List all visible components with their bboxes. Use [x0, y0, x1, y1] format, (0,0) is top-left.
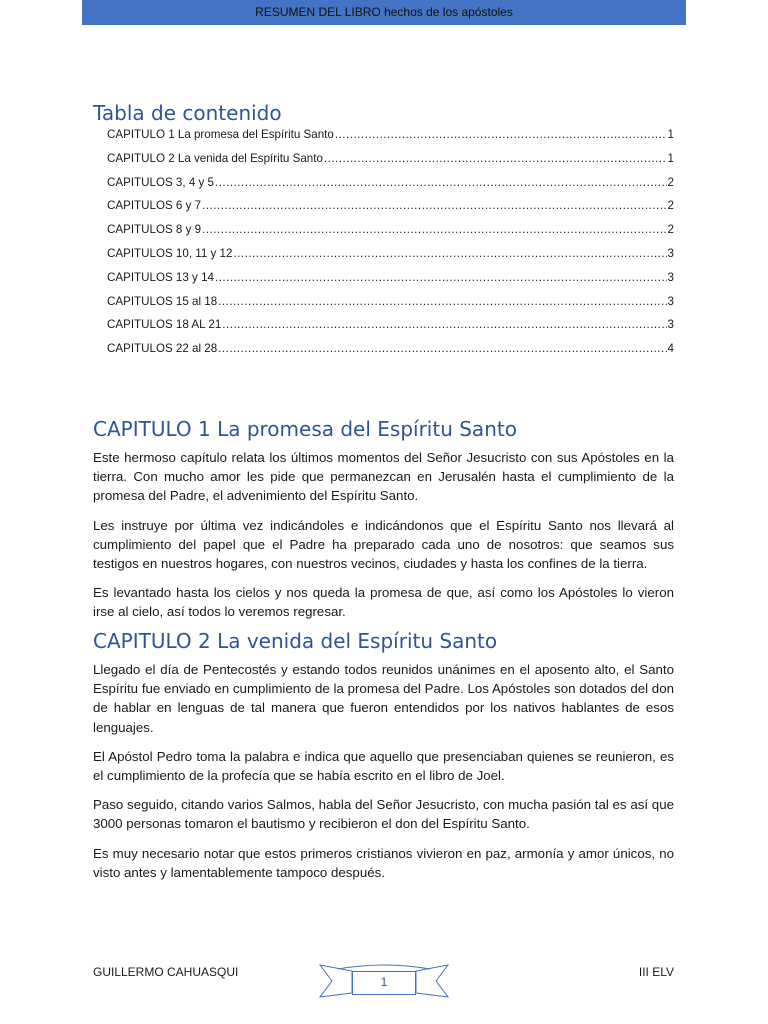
- toc-entry[interactable]: [107, 292, 674, 316]
- toc-entry-label: CAPITULO 2 La venida del Espíritu Santo: [107, 151, 323, 165]
- toc-entry-label: CAPITULOS 22 al 28: [107, 342, 218, 356]
- toc-entry[interactable]: [107, 244, 674, 268]
- toc-entry-page: 3: [667, 318, 674, 332]
- chapter-1-section: [93, 415, 674, 622]
- toc-leader: [324, 149, 667, 169]
- toc-leader: [335, 125, 667, 145]
- toc-entry-label: CAPITULOS 15 al 18: [107, 294, 218, 308]
- toc-entry-label: CAPITULOS 3, 4 y 5: [107, 175, 214, 189]
- toc-entry-label: CAPITULOS 10, 11 y 12: [107, 246, 233, 260]
- footer-course: III ELV: [638, 965, 674, 979]
- toc-entry-page: 2: [667, 223, 674, 237]
- toc-entry[interactable]: [107, 173, 674, 197]
- toc-title: Tabla de contenido: [93, 101, 282, 125]
- chapter-2-section: [93, 627, 674, 882]
- footer-author: GUILLERMO CAHUASQUI: [93, 965, 239, 979]
- toc-entry-page: 2: [667, 175, 674, 189]
- toc-leader: [215, 173, 667, 193]
- toc-leader: [218, 339, 666, 359]
- toc-entry-page: 1: [667, 128, 674, 141]
- toc-entry-label: CAPITULO 1 La promesa del Espíritu Santo: [107, 128, 334, 141]
- header-title: RESUMEN DEL LIBRO hechos de los apóstoles: [255, 5, 513, 19]
- chapter-1-paragraph: Les instruye por última vez indicándoles e indicándonos que el Espíritu Santo nos llevará al cumplimiento del papel que el Padre ha preparado cada uno de nosotros: que seamos sus testigos en nuestros hogares, con nuestros vecinos, ciudades y hasta los confines de la tierra.: [93, 517, 674, 572]
- toc-entry-page: 2: [667, 199, 674, 213]
- chapter-2-paragraph: Llegado el día de Pentecostés y estando todos reunidos unánimes en el aposento alto, el Santo Espíritu fue enviado en cumplimiento de la promesa del Padre. Los Apóstoles son dotados del don de hablar en lenguas de tal manera que fueron entendidos por los nativos hablantes de esos lenguajes.: [93, 662, 674, 735]
- toc-entry-label: CAPITULOS 8 y 9: [107, 223, 202, 237]
- table-of-contents: [107, 125, 674, 363]
- chapter-2-paragraph: Paso seguido, citando varios Salmos, habla del Señor Jesucristo, con mucha pasión tal es así que 3000 personas tomaron el bautismo y recibieron el don del Espíritu Santo.: [93, 797, 674, 832]
- toc-entry[interactable]: [107, 196, 674, 220]
- chapter-1-paragraph: Este hermoso capítulo relata los últimos momentos del Señor Jesucristo con sus Apóstoles en la tierra. Con mucho amor les pide que permanezcan en Jerusalén hasta el cumplimiento de la promesa del Padre, el advenimiento del Espíritu Santo.: [93, 450, 674, 504]
- toc-entry-page: 3: [667, 294, 674, 308]
- chapter-2-paragraph: Es muy necesario notar que estos primeros cristianos vivieron en paz, armonía y amor únicos, no visto antes y lamentablemente tampoco después.: [93, 845, 674, 880]
- toc-entry[interactable]: [107, 268, 674, 292]
- toc-leader: [222, 315, 666, 335]
- toc-leader: [218, 292, 666, 312]
- toc-entry-page: 3: [667, 270, 674, 284]
- page-number: 1: [380, 975, 388, 989]
- toc-entry[interactable]: [107, 125, 674, 149]
- chapter-2-paragraph: El Apóstol Pedro toma la palabra e indica que aquello que presenciaban quienes se reunieron, es el cumplimiento de la profecía que se había escrito en el libro de Joel.: [93, 748, 674, 784]
- toc-entry-page: 4: [667, 342, 674, 356]
- page-header: [82, 0, 686, 25]
- toc-leader: [202, 220, 666, 240]
- page-number-box: [352, 971, 416, 995]
- toc-entry[interactable]: [107, 315, 674, 339]
- toc-entry[interactable]: [107, 339, 674, 363]
- toc-entry-page: 3: [667, 246, 674, 260]
- toc-leader: [215, 268, 667, 288]
- chapter-2-heading: CAPITULO 2 La venida del Espíritu Santo: [93, 629, 498, 653]
- toc-leader: [233, 244, 666, 264]
- chapter-1-paragraph: Es levantado hasta los cielos y nos queda la promesa de que, así como los Apóstoles lo vieron irse al cielo, así todos lo veremos regresar.: [93, 585, 674, 620]
- toc-entry-label: CAPITULOS 18 AL 21: [107, 318, 222, 332]
- toc-leader: [202, 196, 666, 216]
- toc-entry[interactable]: [107, 149, 674, 173]
- toc-entry-page: 1: [667, 151, 674, 165]
- toc-entry-label: CAPITULOS 6 y 7: [107, 199, 202, 213]
- toc-entry[interactable]: [107, 220, 674, 244]
- toc-entry-label: CAPITULOS 13 y 14: [107, 270, 214, 284]
- chapter-1-heading: CAPITULO 1 La promesa del Espíritu Santo: [93, 417, 517, 441]
